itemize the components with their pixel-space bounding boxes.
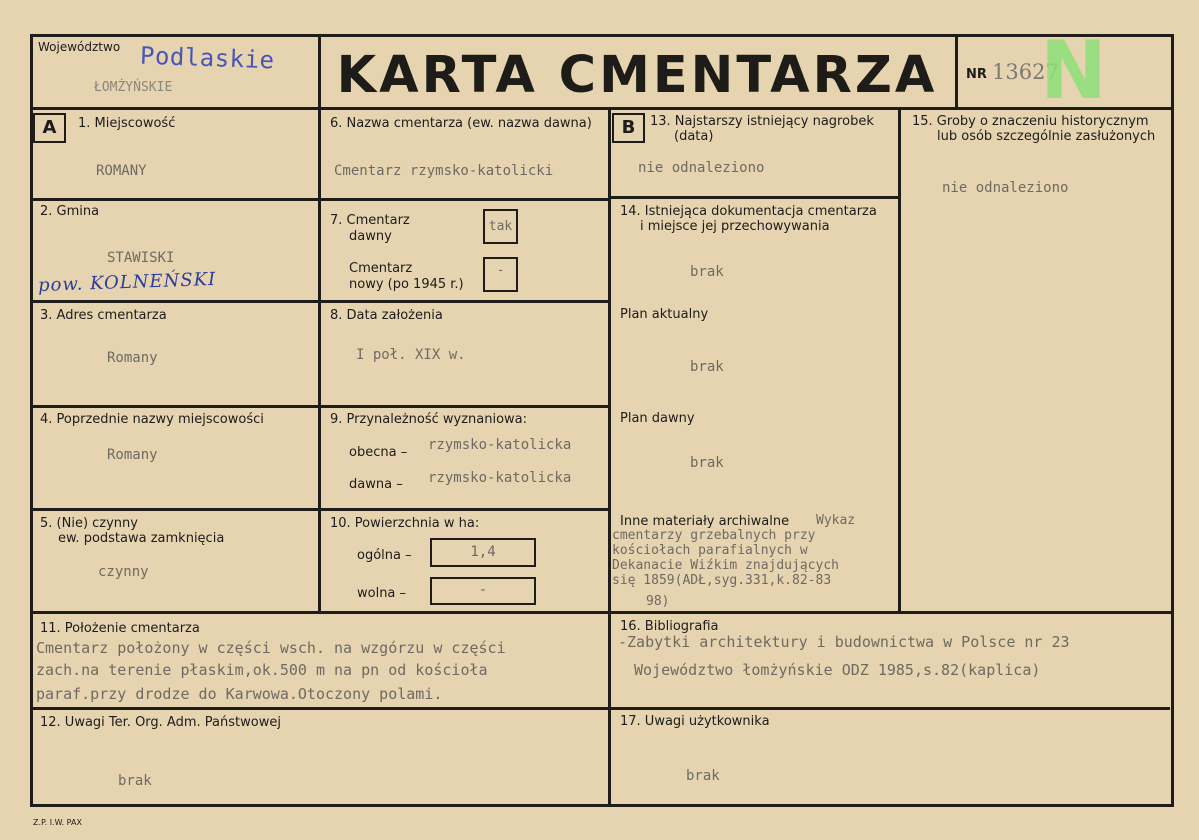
nr-value: 13627 xyxy=(992,60,1059,84)
field-16-line-1: -Zabytki architektury i budownictwa w Polsce nr 23 xyxy=(618,633,1070,651)
wolna-box xyxy=(430,577,536,605)
inne-line-5: się 1859(ADŁ,syg.331,k.82-83 xyxy=(612,573,832,588)
field-9-label: 9. Przynależność wyznaniowa: xyxy=(330,412,528,427)
field-1-label: 1. Miejscowość xyxy=(78,116,176,131)
page-title: KARTA CMENTARZA xyxy=(336,46,938,105)
field-8-label: 8. Data założenia xyxy=(330,308,443,323)
field-7-label: 7. Cmentarz xyxy=(330,213,410,228)
field-6-label: 6. Nazwa cmentarza (ew. nazwa dawna) xyxy=(330,116,592,131)
field-17-value: brak xyxy=(686,768,720,784)
field-7-label-2: dawny xyxy=(349,229,392,244)
field-2-label: 2. Gmina xyxy=(40,204,100,219)
ogolna-box xyxy=(430,538,536,567)
field-6-value: Cmentarz rzymsko-katolicki xyxy=(334,163,554,179)
field-13-label-2: (data) xyxy=(674,129,714,144)
field-8-value: I poł. XIX w. xyxy=(356,347,466,363)
row-divider xyxy=(30,707,1170,710)
field-11-line-1: Cmentarz położony w części wsch. na wzgórzu w części xyxy=(36,639,506,657)
field-12-value: brak xyxy=(118,773,152,789)
inne-materialy-label: Inne materiały archiwalne xyxy=(620,514,790,529)
wolna-label: wolna – xyxy=(357,586,407,601)
field-14-label: 14. Istniejąca dokumentacja cmentarza xyxy=(620,204,877,219)
field-14-value: brak xyxy=(690,264,724,280)
inne-line-3: kościołach parafialnych w xyxy=(612,543,808,558)
field-4-value: Romany xyxy=(107,447,158,463)
field-13-label: 13. Najstarszy istniejący nagrobek xyxy=(650,114,874,129)
dawny-box xyxy=(483,209,518,244)
obecna-value: rzymsko-katolicka xyxy=(428,437,572,453)
field-7-nowy-label: Cmentarz xyxy=(349,261,413,276)
field-13-value: nie odnaleziono xyxy=(638,160,765,176)
field-3-value: Romany xyxy=(107,350,158,366)
dawny-value: tak xyxy=(488,219,513,234)
wojewodztwo-label: Województwo xyxy=(38,40,121,54)
frame-top-line xyxy=(30,34,1174,37)
field-5-value: czynny xyxy=(98,564,149,580)
column-divider xyxy=(318,34,321,611)
field-10-label: 10. Powierzchnia w ha: xyxy=(330,516,480,531)
nowy-value: - xyxy=(496,263,505,278)
inne-line-1: Wykaz xyxy=(816,513,856,528)
header-bottom-line xyxy=(30,107,1174,110)
field-15-label-2: lub osób szczególnie zasłużonych xyxy=(937,129,1156,144)
field-2-value: STAWISKI xyxy=(107,250,175,266)
column-divider xyxy=(898,107,901,611)
section-letter-a: A xyxy=(33,113,66,143)
plan-dawny-value: brak xyxy=(690,455,724,471)
dawna-value: rzymsko-katolicka xyxy=(428,470,572,486)
field-5-label: 5. (Nie) czynny xyxy=(40,516,138,531)
field-11-line-3: paraf.przy drodze do Karwowa.Otoczony polami. xyxy=(36,685,443,703)
obecna-label: obecna – xyxy=(349,445,408,460)
ogolna-value: 1,4 xyxy=(470,544,496,560)
field-17-label: 17. Uwagi użytkownika xyxy=(620,714,770,729)
field-1-value: ROMANY xyxy=(96,163,147,179)
ogolna-label: ogólna – xyxy=(357,548,412,563)
field-4-label: 4. Poprzednie nazwy miejscowości xyxy=(40,412,264,427)
field-3-label: 3. Adres cmentarza xyxy=(40,308,167,323)
frame-bottom-line xyxy=(30,804,1174,807)
field-14-label-2: i miejsce jej przechowywania xyxy=(640,219,830,234)
field-11-line-2: zach.na terenie płaskim,ok.500 m na pn od kościoła xyxy=(36,661,488,679)
inne-line-4: Dekanacie Wiźkim znajdujących xyxy=(612,558,839,573)
plan-aktualny-value: brak xyxy=(690,359,724,375)
dawna-label: dawna – xyxy=(349,477,403,492)
row-divider xyxy=(610,196,898,199)
field-16-line-2: Województwo łomżyńskie ODZ 1985,s.82(kaplica) xyxy=(634,661,1041,679)
highlighter-mark: N xyxy=(1040,24,1107,117)
frame-left-line xyxy=(30,34,33,807)
inne-line-6: 98) xyxy=(646,594,670,609)
field-12-label: 12. Uwagi Ter. Org. Adm. Państwowej xyxy=(40,715,281,730)
plan-dawny-label: Plan dawny xyxy=(620,411,695,426)
wojewodztwo-old: ŁOMŻYŃSKIE xyxy=(94,80,173,95)
field-7-nowy-label-2: nowy (po 1945 r.) xyxy=(349,277,464,292)
column-divider xyxy=(955,34,958,107)
field-5-label-2: ew. podstawa zamknięcia xyxy=(58,531,225,546)
field-15-value: nie odnaleziono xyxy=(942,180,1069,196)
field-11-label: 11. Położenie cmentarza xyxy=(40,621,200,636)
wojewodztwo-stamp: Podlaskie xyxy=(139,41,275,75)
field-2-handwritten: pow. KOLNEŃSKI xyxy=(37,268,217,297)
plan-aktualny-label: Plan aktualny xyxy=(620,307,709,322)
wolna-value: - xyxy=(478,582,488,598)
section-letter-b: B xyxy=(612,113,645,143)
printer-imprint: Z.P. I.W. PAX xyxy=(33,818,82,827)
inne-line-2: cmentarzy grzebalnych przy xyxy=(612,528,816,543)
column-divider xyxy=(608,107,611,807)
frame-right-line xyxy=(1171,34,1174,807)
row-divider xyxy=(30,611,1174,614)
field-15-label: 15. Groby o znaczeniu historycznym xyxy=(912,114,1149,129)
field-16-label: 16. Bibliografia xyxy=(620,619,719,634)
nowy-box xyxy=(483,257,518,292)
nr-label: NR xyxy=(966,67,987,82)
